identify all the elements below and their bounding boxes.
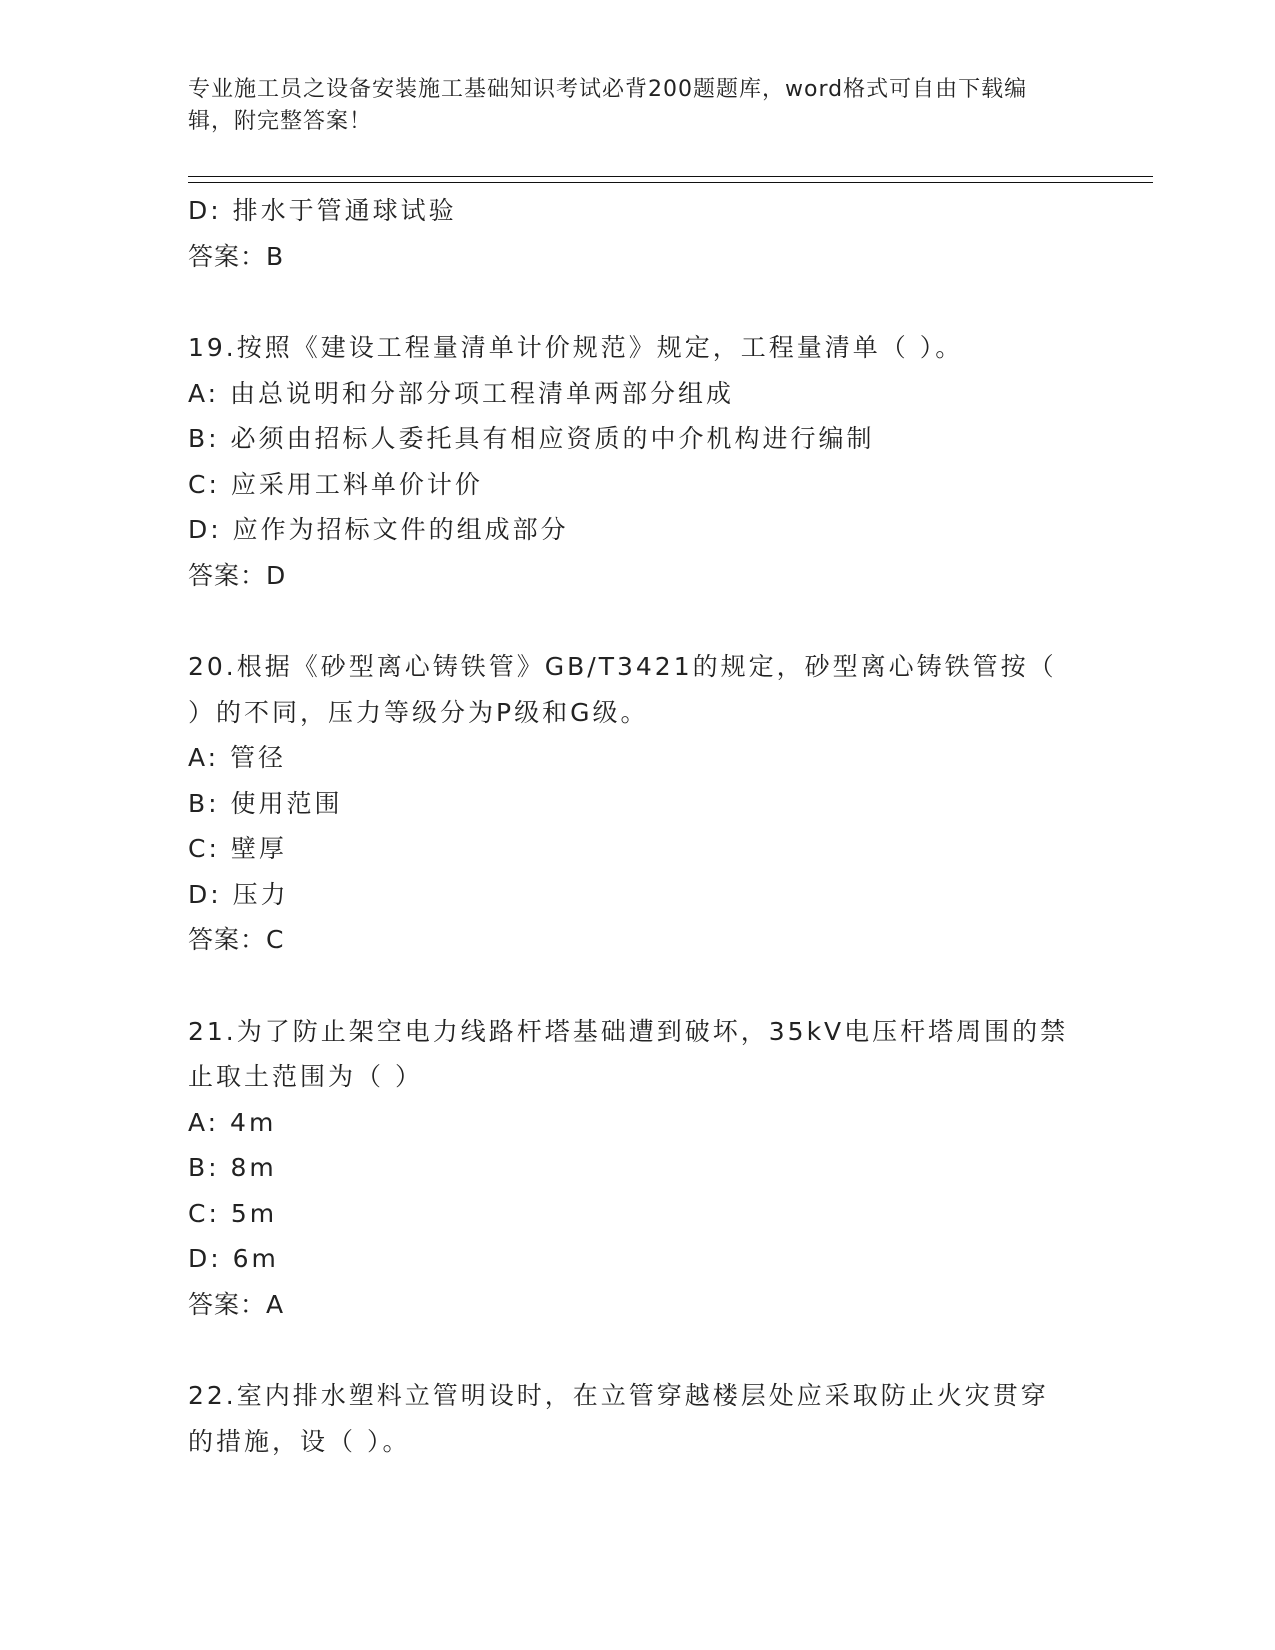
answer-option: C: 5m (188, 1198, 278, 1228)
question-text: 20.根据《砂型离心铸铁管》GB/T3421的规定，砂型离心铸铁管按（ (188, 652, 1057, 681)
answer-option: B: 使用范围 (188, 788, 343, 818)
answer-option: A: 管径 (188, 743, 287, 772)
answer-option: B: 必须由招标人委托具有相应资质的中介机构进行编制 (188, 424, 875, 453)
answer-key: 答案：A (188, 1289, 285, 1319)
answer-option: C: 壁厚 (188, 834, 287, 863)
answer-option: A: 由总说明和分部分项工程清单两部分组成 (188, 378, 735, 408)
answer-option: D: 排水于管通球试验 (188, 196, 457, 225)
answer-option: A: 4m (188, 1107, 277, 1137)
answer-option: D: 应作为招标文件的组成部分 (188, 515, 569, 544)
section-spacer (188, 598, 1088, 644)
header-divider-bottom (188, 182, 1153, 183)
question-text: ）的不同，压力等级分为P级和G级。 (188, 697, 649, 727)
answer-option: D: 压力 (188, 879, 289, 909)
question-text: 止取土范围为（ ） (188, 1062, 423, 1091)
answer-option: B: 8m (188, 1153, 277, 1182)
answer-key: 答案：C (188, 925, 285, 954)
answer-key: 答案：D (188, 560, 287, 590)
section-spacer (188, 279, 1088, 325)
answer-option: C: 应采用工料单价计价 (188, 469, 483, 499)
header-divider-top (188, 176, 1153, 177)
question-list (188, 188, 1088, 1464)
section-spacer (188, 963, 1088, 1009)
answer-option: D: 6m (188, 1244, 279, 1273)
section-spacer (188, 1327, 1088, 1373)
answer-key: 答案：B (188, 241, 285, 271)
question-text: 的措施，设（ ）。 (188, 1426, 411, 1456)
question-text: 22.室内排水塑料立管明设时，在立管穿越楼层处应采取防止火灾贯穿 (188, 1381, 1049, 1410)
question-text: 21.为了防止架空电力线路杆塔基础遭到破坏，35kV电压杆塔周围的禁 (188, 1016, 1069, 1046)
document-header: 专业施工员之设备安装施工基础知识考试必背200题题库，word格式可自由下载编辑，附完整答案！ (188, 77, 1028, 134)
question-text: 19.按照《建设工程量清单计价规范》规定，工程量清单（ ）。 (188, 333, 964, 362)
